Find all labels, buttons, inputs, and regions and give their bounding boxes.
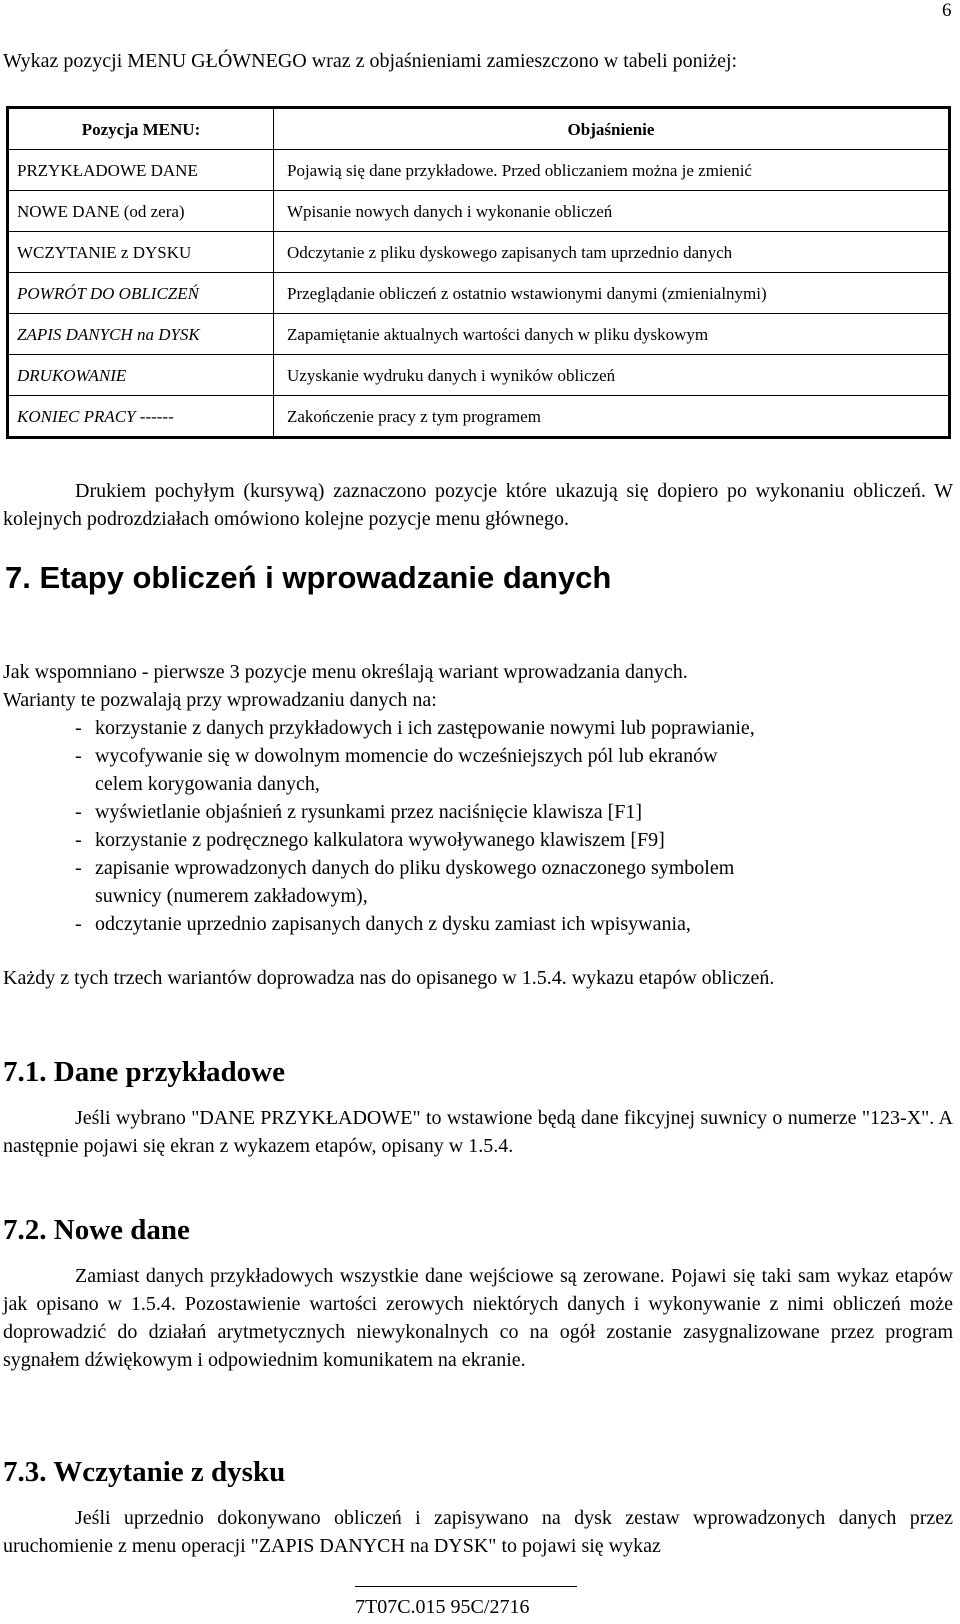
list-item-text: korzystanie z danych przykładowych i ich zastępowanie nowymi lub poprawianie,: [95, 717, 755, 739]
list-dash: -: [75, 745, 82, 767]
table-row: [8, 396, 950, 438]
table-row: [8, 314, 950, 355]
italic-note: Drukiem pochyłym (kursywą) zaznaczono pozycje które ukazują się dopiero po wykonaniu obliczeń. W kolejnych podrozdziałach omówiono kolejne pozycje menu głównego.: [3, 480, 953, 530]
section-7-2-text: Zamiast danych przykładowych wszystkie dane wejściowe są zerowane. Pojawi się taki sam wykaz etapów jak opisano w 1.5.4. Pozostawienie wartości zerowych niektórych danych i wykonywanie z nimi obliczeń może doprowadzić do działań arytmetycznych niewykonalnych co na ogół zostanie zasygnalizowane przez program sygnałem dźwiękowym i odpowiednim komunikatem na ekranie.: [3, 1265, 953, 1371]
list-item: [3, 854, 755, 882]
list-dash: -: [75, 857, 82, 879]
menu-item-cell: WCZYTANIE z DYSKU: [8, 232, 274, 273]
table-row: [8, 273, 950, 314]
header-menu-item: Pozycja MENU:: [8, 108, 274, 150]
menu-item-cell: DRUKOWANIE: [8, 355, 274, 396]
table-row: [8, 191, 950, 232]
section-7-closing: Każdy z tych trzech wariantów doprowadza nas do opisanego w 1.5.4. wykazu etapów obliczeń.: [3, 967, 775, 989]
explanation-cell: Uzyskanie wydruku danych i wyników obliczeń: [274, 355, 950, 396]
list-item: [3, 714, 755, 742]
list-item-text: zapisanie wprowadzonych danych do pliku dyskowego oznaczonego symbolem: [95, 857, 735, 879]
section-7-1-heading: 7.1. Dane przykładowe: [3, 1056, 285, 1088]
list-dash: -: [75, 913, 82, 935]
menu-item-cell: POWRÓT DO OBLICZEŃ: [8, 273, 274, 314]
section-7-paragraph: Warianty te pozwalają przy wprowadzaniu danych na:: [3, 689, 437, 711]
footer-rule: [355, 1586, 577, 1587]
list-item-text: korzystanie z podręcznego kalkulatora wywoływanego klawiszem [F9]: [95, 829, 665, 851]
section-7-body: [3, 658, 755, 938]
section-7-2-heading: 7.2. Nowe dane: [3, 1214, 190, 1246]
explanation-cell: Wpisanie nowych danych i wykonanie obliczeń: [274, 191, 950, 232]
table-row: [8, 150, 950, 191]
header-explanation: Objaśnienie: [274, 108, 950, 150]
section-7-3-text: Jeśli uprzednio dokonywano obliczeń i zapisywano na dysk zestaw wprowadzonych danych przez uruchomienie z menu operacji "ZAPIS DANYCH na DYSK" to pojawi się wykaz: [3, 1507, 953, 1557]
table-header-row: [8, 108, 950, 150]
list-item: [3, 798, 755, 826]
menu-item-cell: ZAPIS DANYCH na DYSK: [8, 314, 274, 355]
table-row: [8, 355, 950, 396]
list-dash: -: [75, 717, 82, 739]
menu-item-cell: NOWE DANE (od zera): [8, 191, 274, 232]
list-item-continuation: suwnicy (numerem zakładowym),: [95, 885, 368, 907]
menu-item-cell: PRZYKŁADOWE DANE: [8, 150, 274, 191]
list-item: [3, 910, 755, 938]
section-7-heading: 7. Etapy obliczeń i wprowadzanie danych: [5, 560, 612, 595]
explanation-cell: Przeglądanie obliczeń z ostatnio wstawionymi danymi (zmienialnymi): [274, 273, 950, 314]
list-item-text: wyświetlanie objaśnień z rysunkami przez naciśnięcie klawisza [F1]: [95, 801, 643, 823]
list-item: [3, 826, 755, 854]
list-item-continuation: celem korygowania danych,: [95, 773, 320, 795]
list-item-text: odczytanie uprzednio zapisanych danych z dysku zamiast ich wpisywania,: [95, 913, 691, 935]
explanation-cell: Zakończenie pracy z tym programem: [274, 396, 950, 438]
section-7-3-heading: 7.3. Wczytanie z dysku: [3, 1456, 286, 1488]
list-dash: -: [75, 829, 82, 851]
list-item: [3, 742, 755, 770]
explanation-cell: Pojawią się dane przykładowe. Przed obliczaniem można je zmienić: [274, 150, 950, 191]
menu-item-cell: KONIEC PRACY ------: [8, 396, 274, 438]
page-number: 6: [942, 0, 952, 21]
explanation-cell: Zapamiętanie aktualnych wartości danych w pliku dyskowym: [274, 314, 950, 355]
section-7-1-text: Jeśli wybrano "DANE PRZYKŁADOWE" to wstawione będą dane fikcyjnej suwnicy o numerze "123-X". A następnie pojawi się ekran z wykazem etapów, opisany w 1.5.4.: [3, 1107, 953, 1157]
menu-table: [6, 106, 951, 439]
section-7-paragraph: Jak wspomniano - pierwsze 3 pozycje menu określają wariant wprowadzania danych.: [3, 661, 688, 683]
list-item-text: wycofywanie się w dowolnym momencie do wcześniejszych pól lub ekranów: [95, 745, 718, 767]
list-dash: -: [75, 801, 82, 823]
table-row: [8, 232, 950, 273]
intro-text: Wykaz pozycji MENU GŁÓWNEGO wraz z objaśnieniami zamieszczono w tabeli poniżej:: [3, 50, 738, 72]
explanation-cell: Odczytanie z pliku dyskowego zapisanych tam uprzednio danych: [274, 232, 950, 273]
footer-code: 7T07C.015 95C/2716: [355, 1596, 530, 1618]
